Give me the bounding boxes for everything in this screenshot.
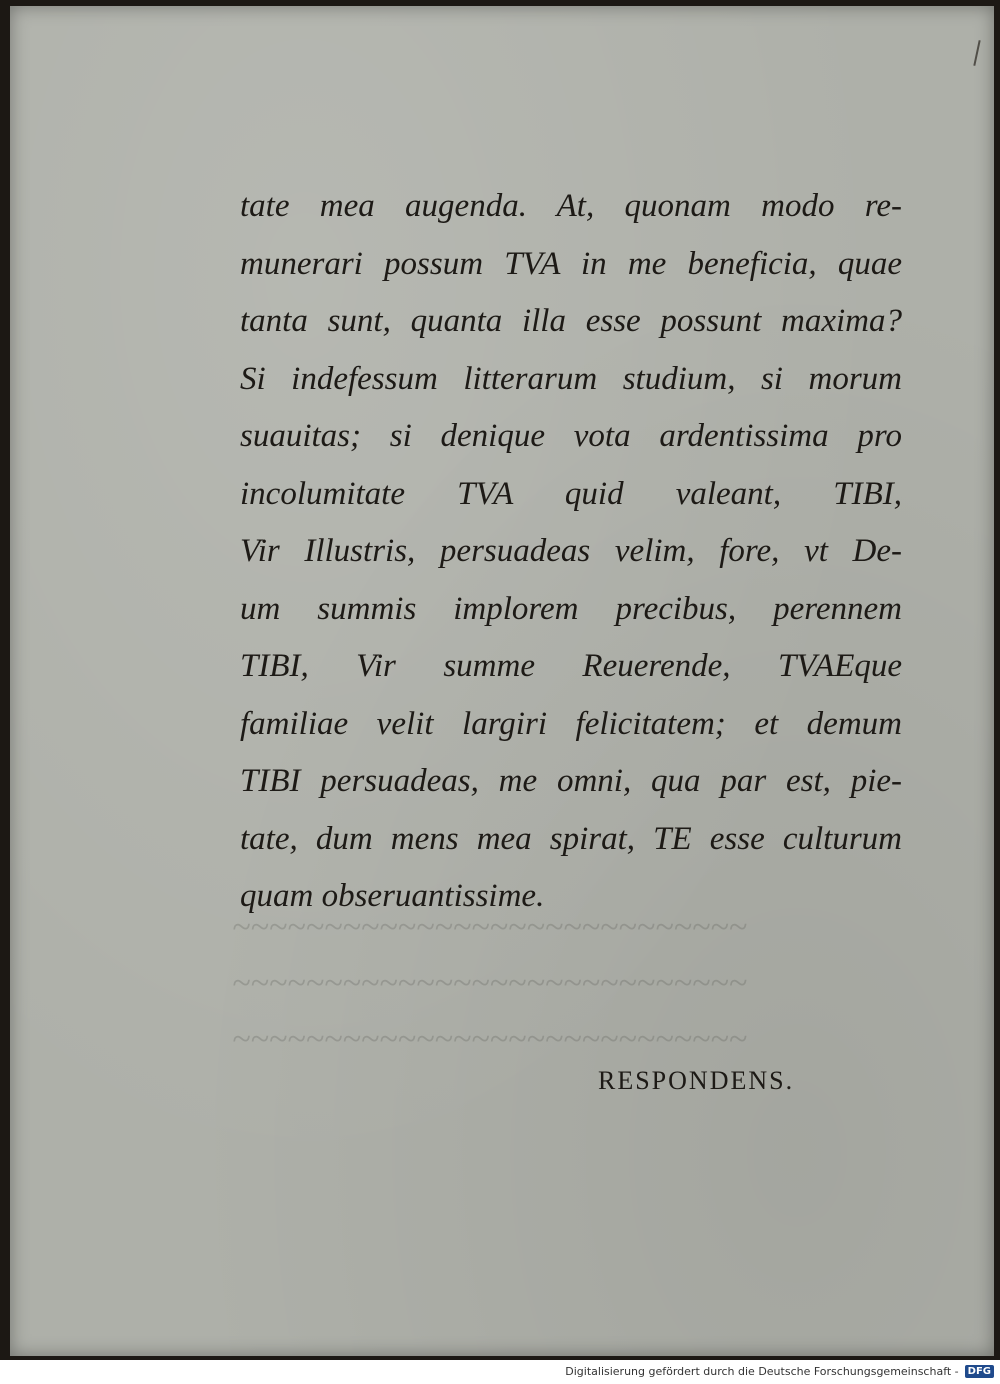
- body-text: [240, 178, 902, 926]
- text-line: incolumitate TVA quid valeant, TIBI,: [240, 475, 902, 512]
- text-line: familiae velit largiri felicitatem; et demum: [240, 705, 902, 742]
- text-line: tanta sunt, quanta illa esse possunt maxima?: [240, 303, 902, 339]
- text-line: munerari possum TVA in me beneficia, quae: [240, 245, 902, 282]
- text-line: Vir Illustris, persuadeas velim, fore, vt De-: [240, 533, 902, 569]
- page-edge-mark: [973, 40, 980, 66]
- text-line: suauitas; si denique vota ardentissima pro: [240, 418, 902, 454]
- text-line: quam obseruantissime.: [240, 878, 545, 914]
- text-line: tate mea augenda. At, quonam modo re-: [240, 188, 902, 224]
- text-line: TIBI, Vir summe Reuerende, TVAEque: [240, 648, 902, 684]
- signature: RESPONDENS.: [598, 1066, 795, 1095]
- footer: [565, 1362, 994, 1380]
- text-line: um summis implorem precibus, perennem: [240, 590, 902, 627]
- text-line: Si indefessum litterarum studium, si morum: [240, 360, 902, 397]
- dfg-logo: DFG: [965, 1365, 994, 1378]
- text-line: tate, dum mens mea spirat, TE esse culturum: [240, 820, 902, 857]
- funding-credit: Digitalisierung gefördert durch die Deutsche Forschungsgemeinschaft -: [565, 1364, 959, 1378]
- text-line: TIBI persuadeas, me omni, qua par est, pie-: [240, 763, 902, 799]
- show-through-texture: ~~~~~~~~~~~~~~~~~~~~~~~~~~~~ ~~~~~~~~~~~~~~~~~~~~~~~~~~~~ ~~~~~~~~~~~~~~~~~~~~~~~~~~~~: [232, 909, 748, 1058]
